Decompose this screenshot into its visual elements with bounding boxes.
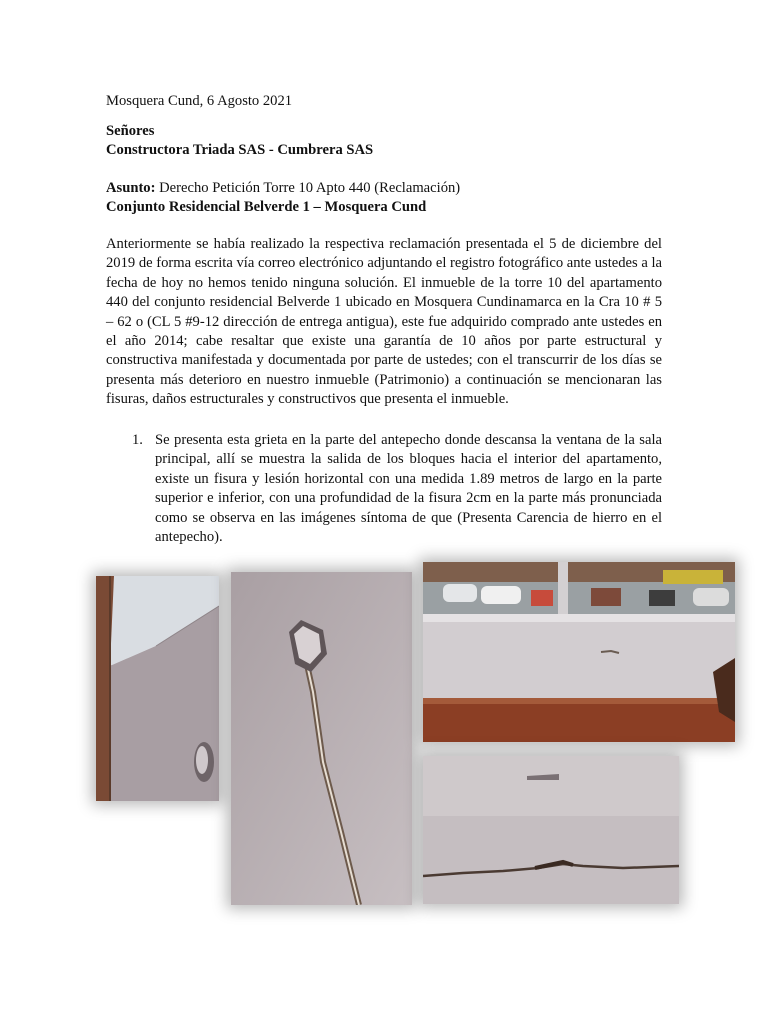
salutation: Señores (106, 123, 155, 139)
subject-line (106, 179, 460, 198)
body-paragraph: Anteriormente se había realizado la respectiva reclamación presentada el 5 de diciembre del 2019 de forma escrita vía correo electrónico adjuntando el registro fotográfico ante ustedes a la fecha de hoy no hemos tenido ninguna solución. El inmueble de la torre 10 del apartamento 440 del conjunto residencial Belverde 1 ubicado en Mosquera Cundinamarca en la Cra 10 # 5 – 62 o (CL 5 #9-12 dirección de entrega antigua), este fue adquirido comprado ante ustedes en el año 2014; cabe resaltar que existe una garantía de 10 años por parte estructural y constructiva manifestada y documentada por parte de ustedes; con el transcurrir de los días se presenta más deterioro en nuestro inmueble (Patrimonio) a continuación se mencionaran las fisuras, daños estructurales y constructivos que presenta el inmueble. (106, 236, 662, 408)
subject-label: Asunto: (106, 180, 156, 196)
crack-photo-window-sill (423, 562, 735, 742)
project-name: Conjunto Residencial Belverde 1 – Mosquera Cund (106, 199, 427, 215)
recipient: Constructora Triada SAS - Cumbrera SAS (106, 142, 374, 158)
place-date: Mosquera Cund, 6 Agosto 2021 (106, 93, 293, 109)
crack-photo-horizontal (423, 756, 679, 904)
crack-photo-wall-corner (96, 576, 219, 801)
subject-text: Derecho Petición Torre 10 Apto 440 (Reclamación) (155, 180, 461, 196)
crack-photo-vertical-closeup (231, 572, 412, 905)
list-item-text: Se presenta esta grieta en la parte del antepecho donde descansa la ventana de la sala principal, allí se muestra la salida de los bloques hacia el interior del apartamento, existe un fisura y lesión horizontal con una medida 1.89 metros de largo en la parte superior e inferior, con una profundidad de la fisura 2cm en la parte más pronunciada como se observa en las imágenes síntoma de que (Presenta Carencia de hierro en el antepecho). (155, 432, 662, 546)
list-item-number: 1. (132, 432, 143, 448)
